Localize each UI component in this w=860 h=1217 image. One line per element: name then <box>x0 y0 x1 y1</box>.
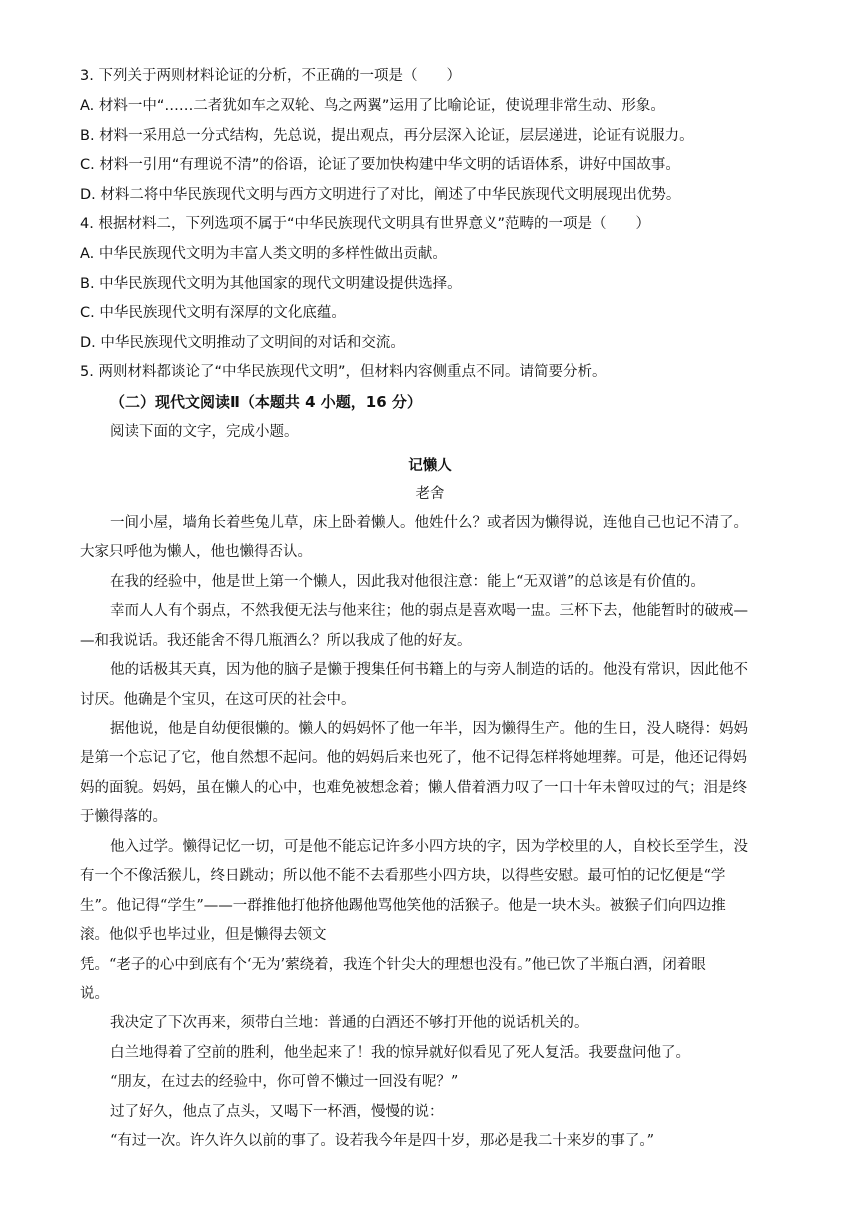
article-line: 他入过学。懒得记忆一切，可是他不能忘记许多小四方块的字，因为学校里的人，自校长至学生，没 <box>110 839 748 855</box>
article-line: 大家只呼他为懒人，他也懒得否认。 <box>80 544 312 560</box>
question-4-option-b: B. 中华民族现代文明为其他国家的现代文明建设提供选择。 <box>80 276 462 292</box>
article-line: “朋友，在过去的经验中，你可曾不懒过一回没有呢？” <box>110 1074 459 1090</box>
question-3-option-a: A. 材料一中“……二者犹如车之双轮、鸟之两翼”运用了比喻论证，使说理非常生动、形象。 <box>80 98 665 114</box>
article-line: 我决定了下次再来，须带白兰地：普通的白酒还不够打开他的说话机关的。 <box>110 1015 589 1031</box>
article-line: 一间小屋，墙角长着些兔儿草，床上卧着懒人。他姓什么？或者因为懒得说，连他自己也记不清了。 <box>110 515 748 531</box>
article-line: “有过一次。许久许久以前的事了。设若我今年是四十岁，那必是我二十来岁的事了。” <box>110 1133 655 1149</box>
article-line: 说。 <box>80 986 109 1002</box>
article-line: 有一个不像活猴儿，终日跳动；所以他不能不去看那些小四方块，以得些安慰。最可怕的记忆便是“学 <box>80 868 726 884</box>
question-3-option-b: B. 材料一采用总一分式结构，先总说，提出观点，再分层深入论证，层层递进，论证有说服力。 <box>80 128 694 144</box>
article-line: 在我的经验中，他是世上第一个懒人，因此我对他很注意：能上“无双谱”的总该是有价值的。 <box>110 574 705 590</box>
question-5-stem: 5. 两则材料都谈论了“中华民族现代文明”，但材料内容侧重点不同。请简要分析。 <box>80 364 607 380</box>
question-3-option-c: C. 材料一引用“有理说不清”的俗语，论证了要加快构建中华文明的话语体系，讲好中国故事。 <box>80 157 680 173</box>
article-line: 于懒得落的。 <box>80 809 167 825</box>
article-author: 老舍 <box>415 486 445 502</box>
question-4-stem: 4. 根据材料二，下列选项不属于“中华民族现代文明具有世界意义”范畴的一项是（ ） <box>80 216 650 232</box>
question-4-option-a: A. 中华民族现代文明为丰富人类文明的多样性做出贡献。 <box>80 246 447 262</box>
article-line: 生”。他记得“学生”——一群推他打他挤他踢他骂他笑他的活猴子。他是一块木头。被猴子们向四边推 <box>80 898 726 914</box>
question-3-option-d: D. 材料二将中华民族现代文明与西方文明进行了对比，阐述了中华民族现代文明展现出优势。 <box>80 187 681 203</box>
article-line: —和我说话。我还能舍不得几瓶酒么？所以我成了他的好友。 <box>80 633 472 649</box>
article-line: 滚。他似乎也毕过业，但是懒得去领文 <box>80 927 327 943</box>
question-4-option-c: C. 中华民族现代文明有深厚的文化底蕴。 <box>80 305 346 321</box>
question-3-stem: 3. 下列关于两则材料论证的分析，不正确的一项是（ ） <box>80 68 461 84</box>
article-line: 是第一个忘记了它，他自然想不起问。他的妈妈后来也死了，他不记得怎样将她埋葬。可是，他还记得妈 <box>80 750 747 766</box>
article-line: 过了好久，他点了点头，又喝下一杯酒，慢慢的说： <box>110 1104 444 1120</box>
question-4-option-d: D. 中华民族现代文明推动了文明间的对话和交流。 <box>80 335 405 351</box>
article-line: 妈的面貌。妈妈，虽在懒人的心中，也难免被想念着；懒人借着酒力叹了一口十年未曾叹过的气；泪是终 <box>80 780 747 796</box>
article-line: 幸而人人有个弱点，不然我便无法与他来往；他的弱点是喜欢喝一盅。三杯下去，他能暂时的破戒— <box>110 603 748 619</box>
section-instruction: 阅读下面的文字，完成小题。 <box>110 424 299 440</box>
article-line: 凭。“老子的心中到底有个‘无为’萦绕着，我连个针尖大的理想也没有。”他已饮了半瓶白酒，闭着眼 <box>80 957 706 973</box>
section-heading: （二）现代文阅读Ⅱ（本题共 4 小题，16 分） <box>110 393 422 411</box>
article-title: 记懒人 <box>408 458 452 474</box>
article-line: 他的话极其天真，因为他的脑子是懒于搜集任何书籍上的与旁人制造的话的。他没有常识，因此他不 <box>110 662 748 678</box>
article-line: 白兰地得着了空前的胜利，他坐起来了！我的惊异就好似看见了死人复活。我要盘问他了。 <box>110 1045 690 1061</box>
article-line: 讨厌。他确是个宝贝，在这可厌的社会中。 <box>80 692 356 708</box>
article-line: 据他说，他是自幼便很懒的。懒人的妈妈怀了他一年半，因为懒得生产。他的生日，没人晓得：妈妈 <box>110 721 748 737</box>
